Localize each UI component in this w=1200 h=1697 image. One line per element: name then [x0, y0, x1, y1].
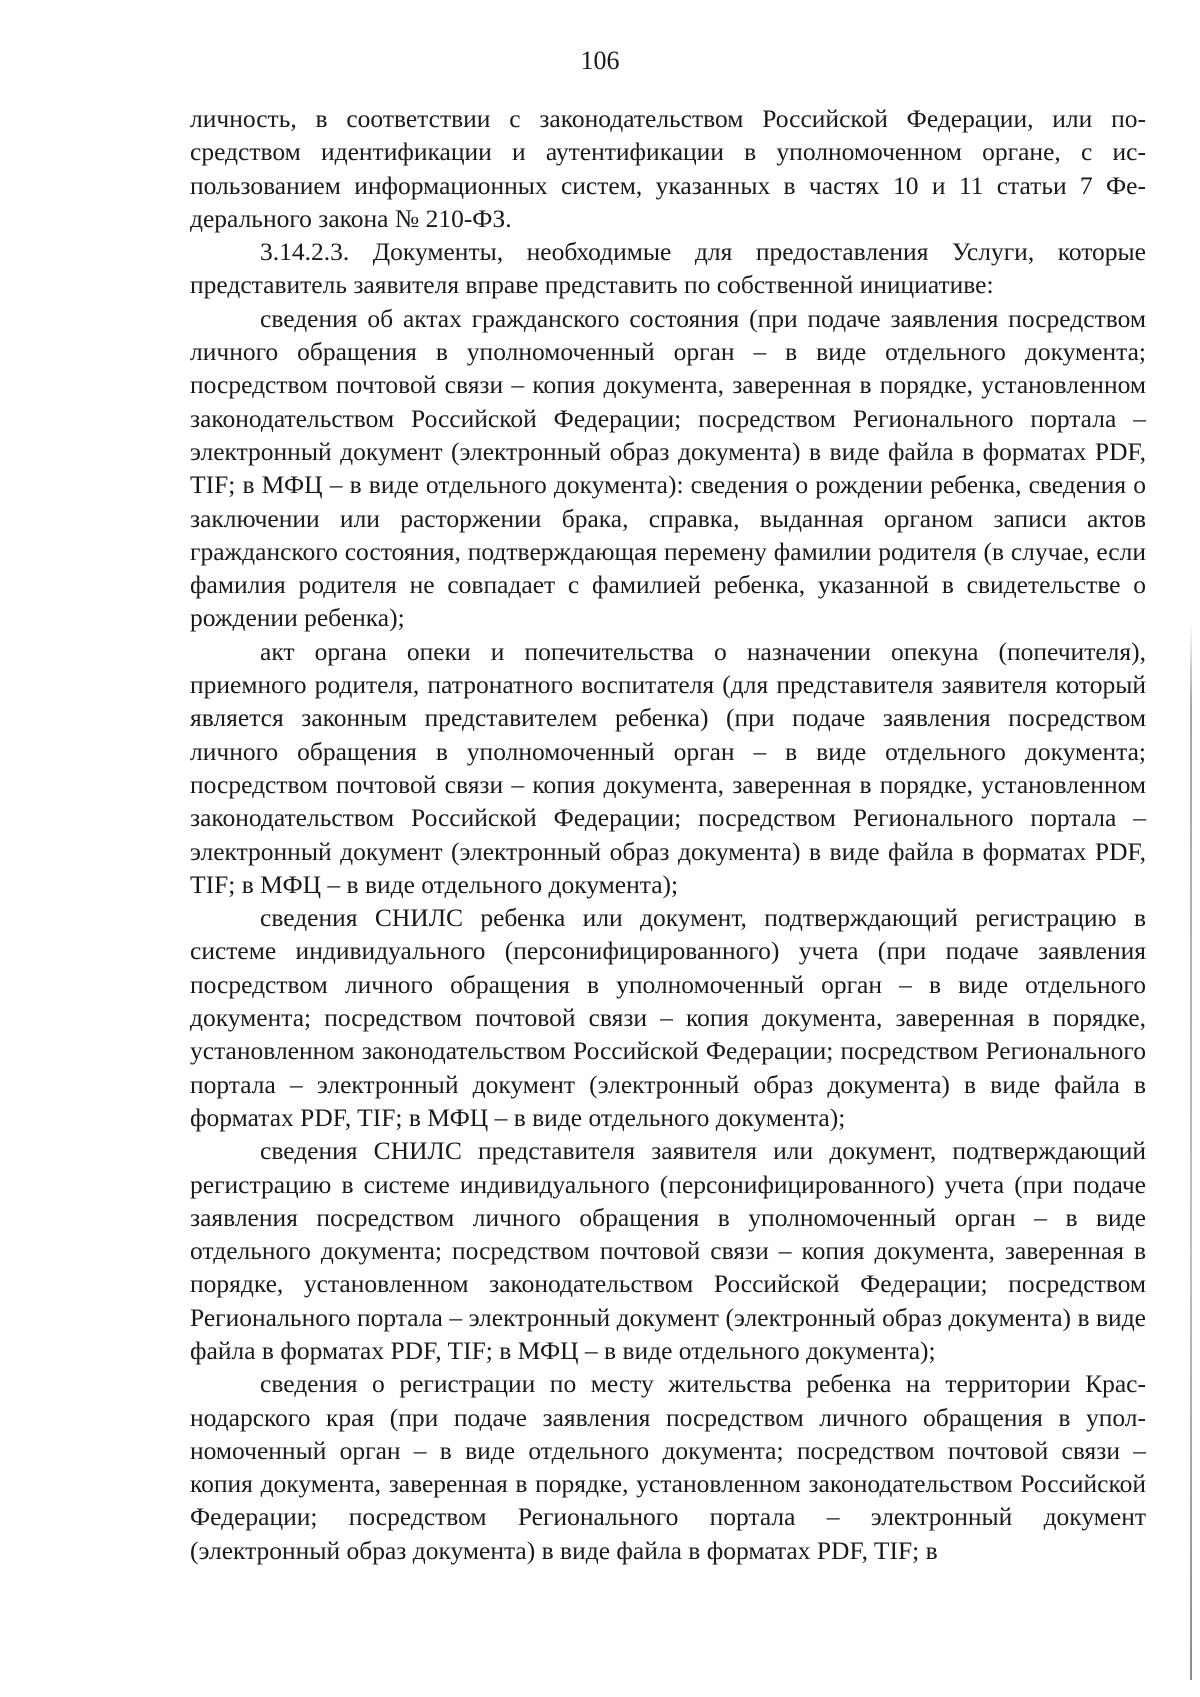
paragraph-child-snils: сведения СНИЛС ребенка или документ, подтверждающий регистрацию в системе индивидуального (персонифицированного) учета (при подаче заявления посредством личного обращения в уполномоченный орган – в виде отдельного документа; посредством почтовой связи – копия документа, заверенная в порядке, установленном законодательством Российской Федерации; посредством Регионального портала – электронный документ (электронный образ документа) в виде файла в форматах PDF, TIF; в МФЦ – в виде отдельного документа); [190, 903, 1146, 1132]
paragraph-guardianship-act: акт органа опеки и попечительства о назначении опекуна (попечителя), приемного родителя, патронатного воспитателя (для представителя заявителя который является законным представителем ребенка) (при подаче заявления посредством личного обращения в уполномоченный орган – в виде отдельного документа; посредством почтовой связи – копия документа, заверенная в порядке, установленном законодательством Российской Федерации; посредством Регионального портала – электронный документ (электронный образ документа) в виде файла в форматах PDF, TIF; в МФЦ – в виде отдельного документа); [190, 636, 1146, 899]
page-number: 106 [580, 46, 620, 75]
paragraph-section-3-14-2-3: 3.14.2.3. Документы, необходимые для предоставления Услуги, которые представитель заявителя вправе представить по собственной инициативе: [190, 237, 1146, 300]
document-body [190, 102, 1146, 1567]
paragraph-civil-status-records: сведения об актах гражданского состояния (при подаче заявления посредством личного обращения в уполномоченный орган – в виде отдельного документа; посредством почтовой связи – копия документа, заверенная в порядке, установленном законодательством Российской Федерации; посредством Регионального портала – электронный документ (электронный образ документа) в виде файла в форматах PDF, TIF; в МФЦ – в виде отдельного документа): сведения о рождении ребенка, сведения о заключении или расторжении брака, справка, выданная органом записи актов гражданского состояния, подтверждающая перемену фамилии родителя (в случае, если фамилия родителя не совпадает с фамилией ребенка, указанной в свидетельстве о рождении ребенка); [190, 303, 1146, 633]
scan-edge-line [1190, 620, 1192, 1680]
paragraph-continuation: личность, в соответствии с законодательством Российской Федерации, или посредством идентификации и аутентификации в уполномоченном органе, с использованием информационных систем, указанных в частях 10 и 11 статьи 7 Федерального закона № 210-ФЗ. [190, 104, 1146, 233]
paragraph-residence-registration: сведения о регистрации по месту жительства ребенка на территории Краснодарского края (при подаче заявления посредством личного обращения в уполномоченный орган – в виде отдельного документа; посредством почтовой связи – копия документа, заверенная в порядке, установленном законодательством Российской Федерации; посредством Регионального портала – электронный документ (электронный образ документа) в виде файла в форматах PDF, TIF; в [190, 1369, 1146, 1565]
paragraph-representative-snils: сведения СНИЛС представителя заявителя или документ, подтверждающий регистрацию в системе индивидуального (персонифицированного) учета (при подаче заявления посредством личного обращения в уполномоченный орган – в виде отдельного документа; посредством почтовой связи – копия документа, заверенная в порядке, установленном законодательством Российской Федерации; посредством Регионального портала – электронный документ (электронный образ документа) в виде файла в форматах PDF, TIF; в МФЦ – в виде отдельного документа); [190, 1136, 1146, 1365]
